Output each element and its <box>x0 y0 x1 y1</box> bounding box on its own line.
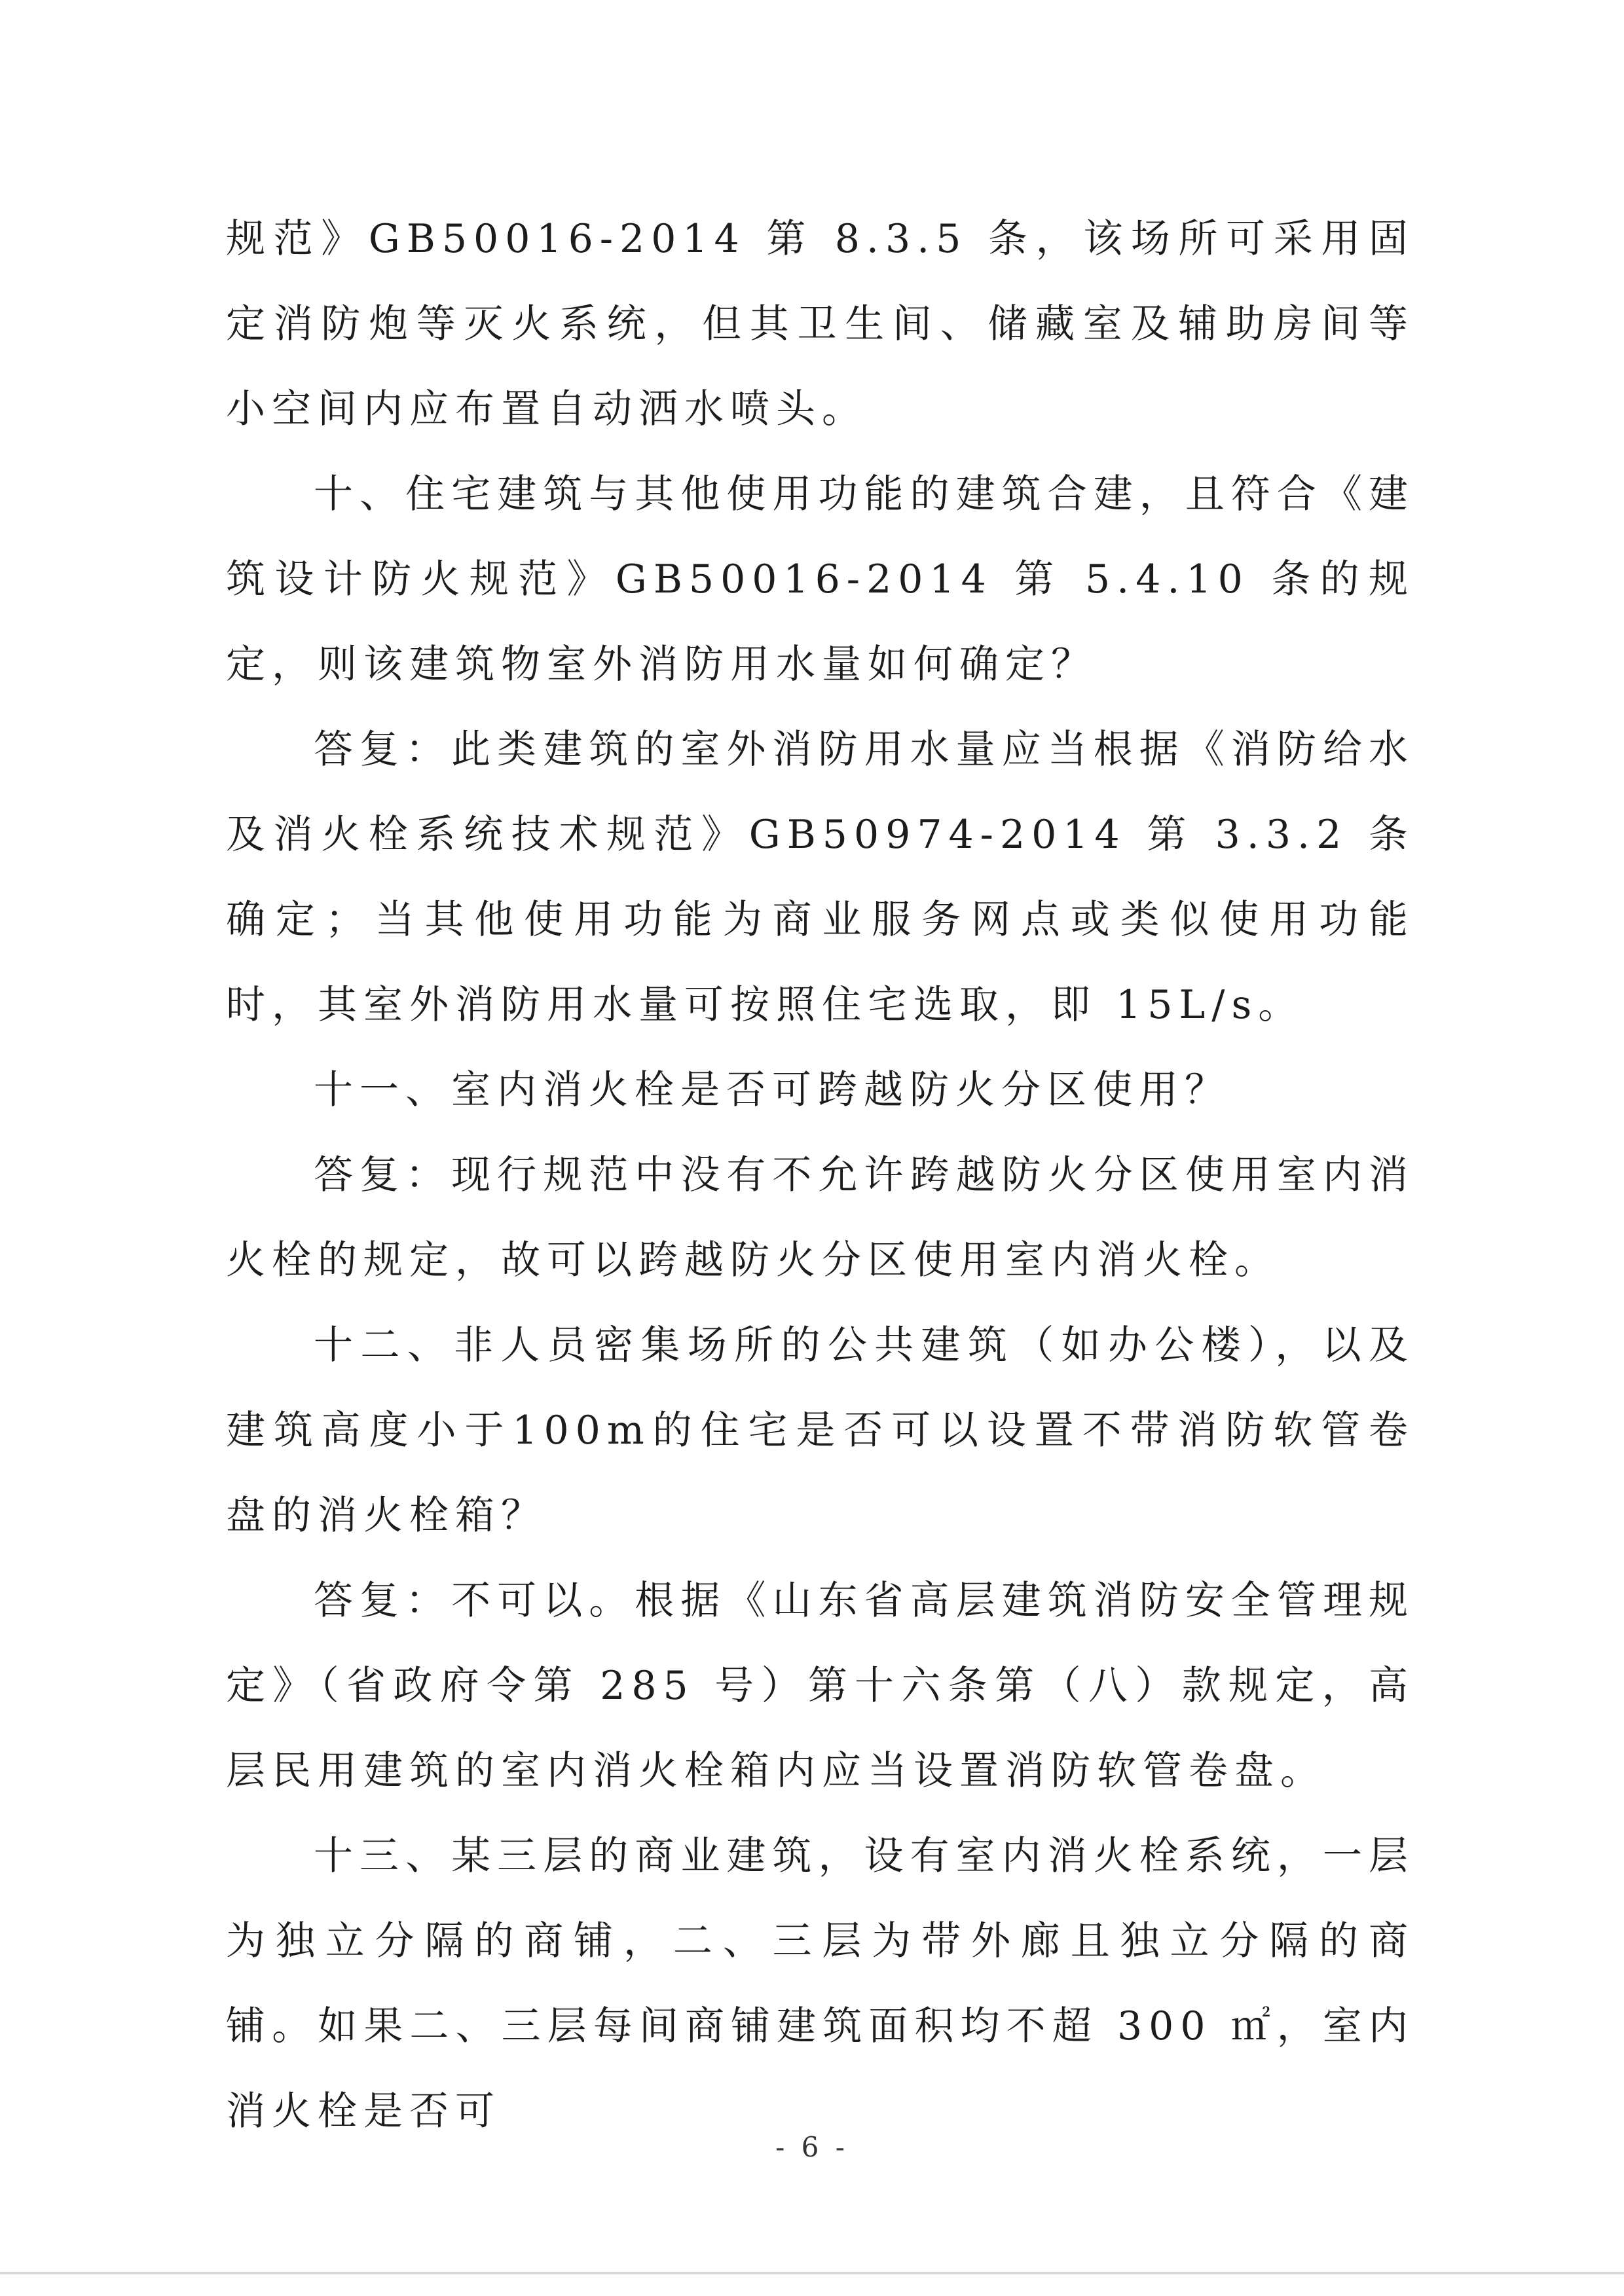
question-12: 十二、非人员密集场所的公共建筑（如办公楼），以及建筑高度小于100m的住宅是否可以设置不带消防软管卷盘的消火栓箱？ <box>226 1322 1414 1539</box>
bottom-edge-divider <box>0 2272 1624 2274</box>
document-body <box>226 196 1414 2154</box>
answer-11: 答复：现行规范中没有不允许跨越防火分区使用室内消火栓的规定，故可以跨越防火分区使用室内消火栓。 <box>226 1152 1414 1283</box>
question-13: 十三、某三层的商业建筑，设有室内消火栓系统，一层为独立分隔的商铺，二、三层为带外廊且独立分隔的商铺。如果二、三层每间商铺建筑面积均不超 300 ㎡，室内消火栓是否可 <box>226 1833 1414 2134</box>
paragraph-continuation: 规范》GB50016-2014 第 8.3.5 条，该场所可采用固定消防炮等灭火系统，但其卫生间、储藏室及辅助房间等小空间内应布置自动洒水喷头。 <box>226 216 1414 432</box>
question-10: 十、住宅建筑与其他使用功能的建筑合建，且符合《建筑设计防火规范》GB50016-2014 第 5.4.10 条的规定，则该建筑物室外消防用水量如何确定？ <box>226 471 1414 687</box>
page-number: - 6 - <box>775 2131 849 2163</box>
answer-12: 答复：不可以。根据《山东省高层建筑消防安全管理规定》（省政府令第 285 号）第十六条第（八）款规定，高层民用建筑的室内消火栓箱内应当设置消防软管卷盘。 <box>226 1578 1414 1794</box>
answer-10: 答复：此类建筑的室外消防用水量应当根据《消防给水及消火栓系统技术规范》GB50974-2014 第 3.3.2 条确定；当其他使用功能为商业服务网点或类似使用功能时，其室外消防用水量可按照住宅选取，即 15L/s。 <box>226 727 1414 1028</box>
question-11: 十一、室内消火栓是否可跨越防火分区使用？ <box>314 1067 1230 1113</box>
